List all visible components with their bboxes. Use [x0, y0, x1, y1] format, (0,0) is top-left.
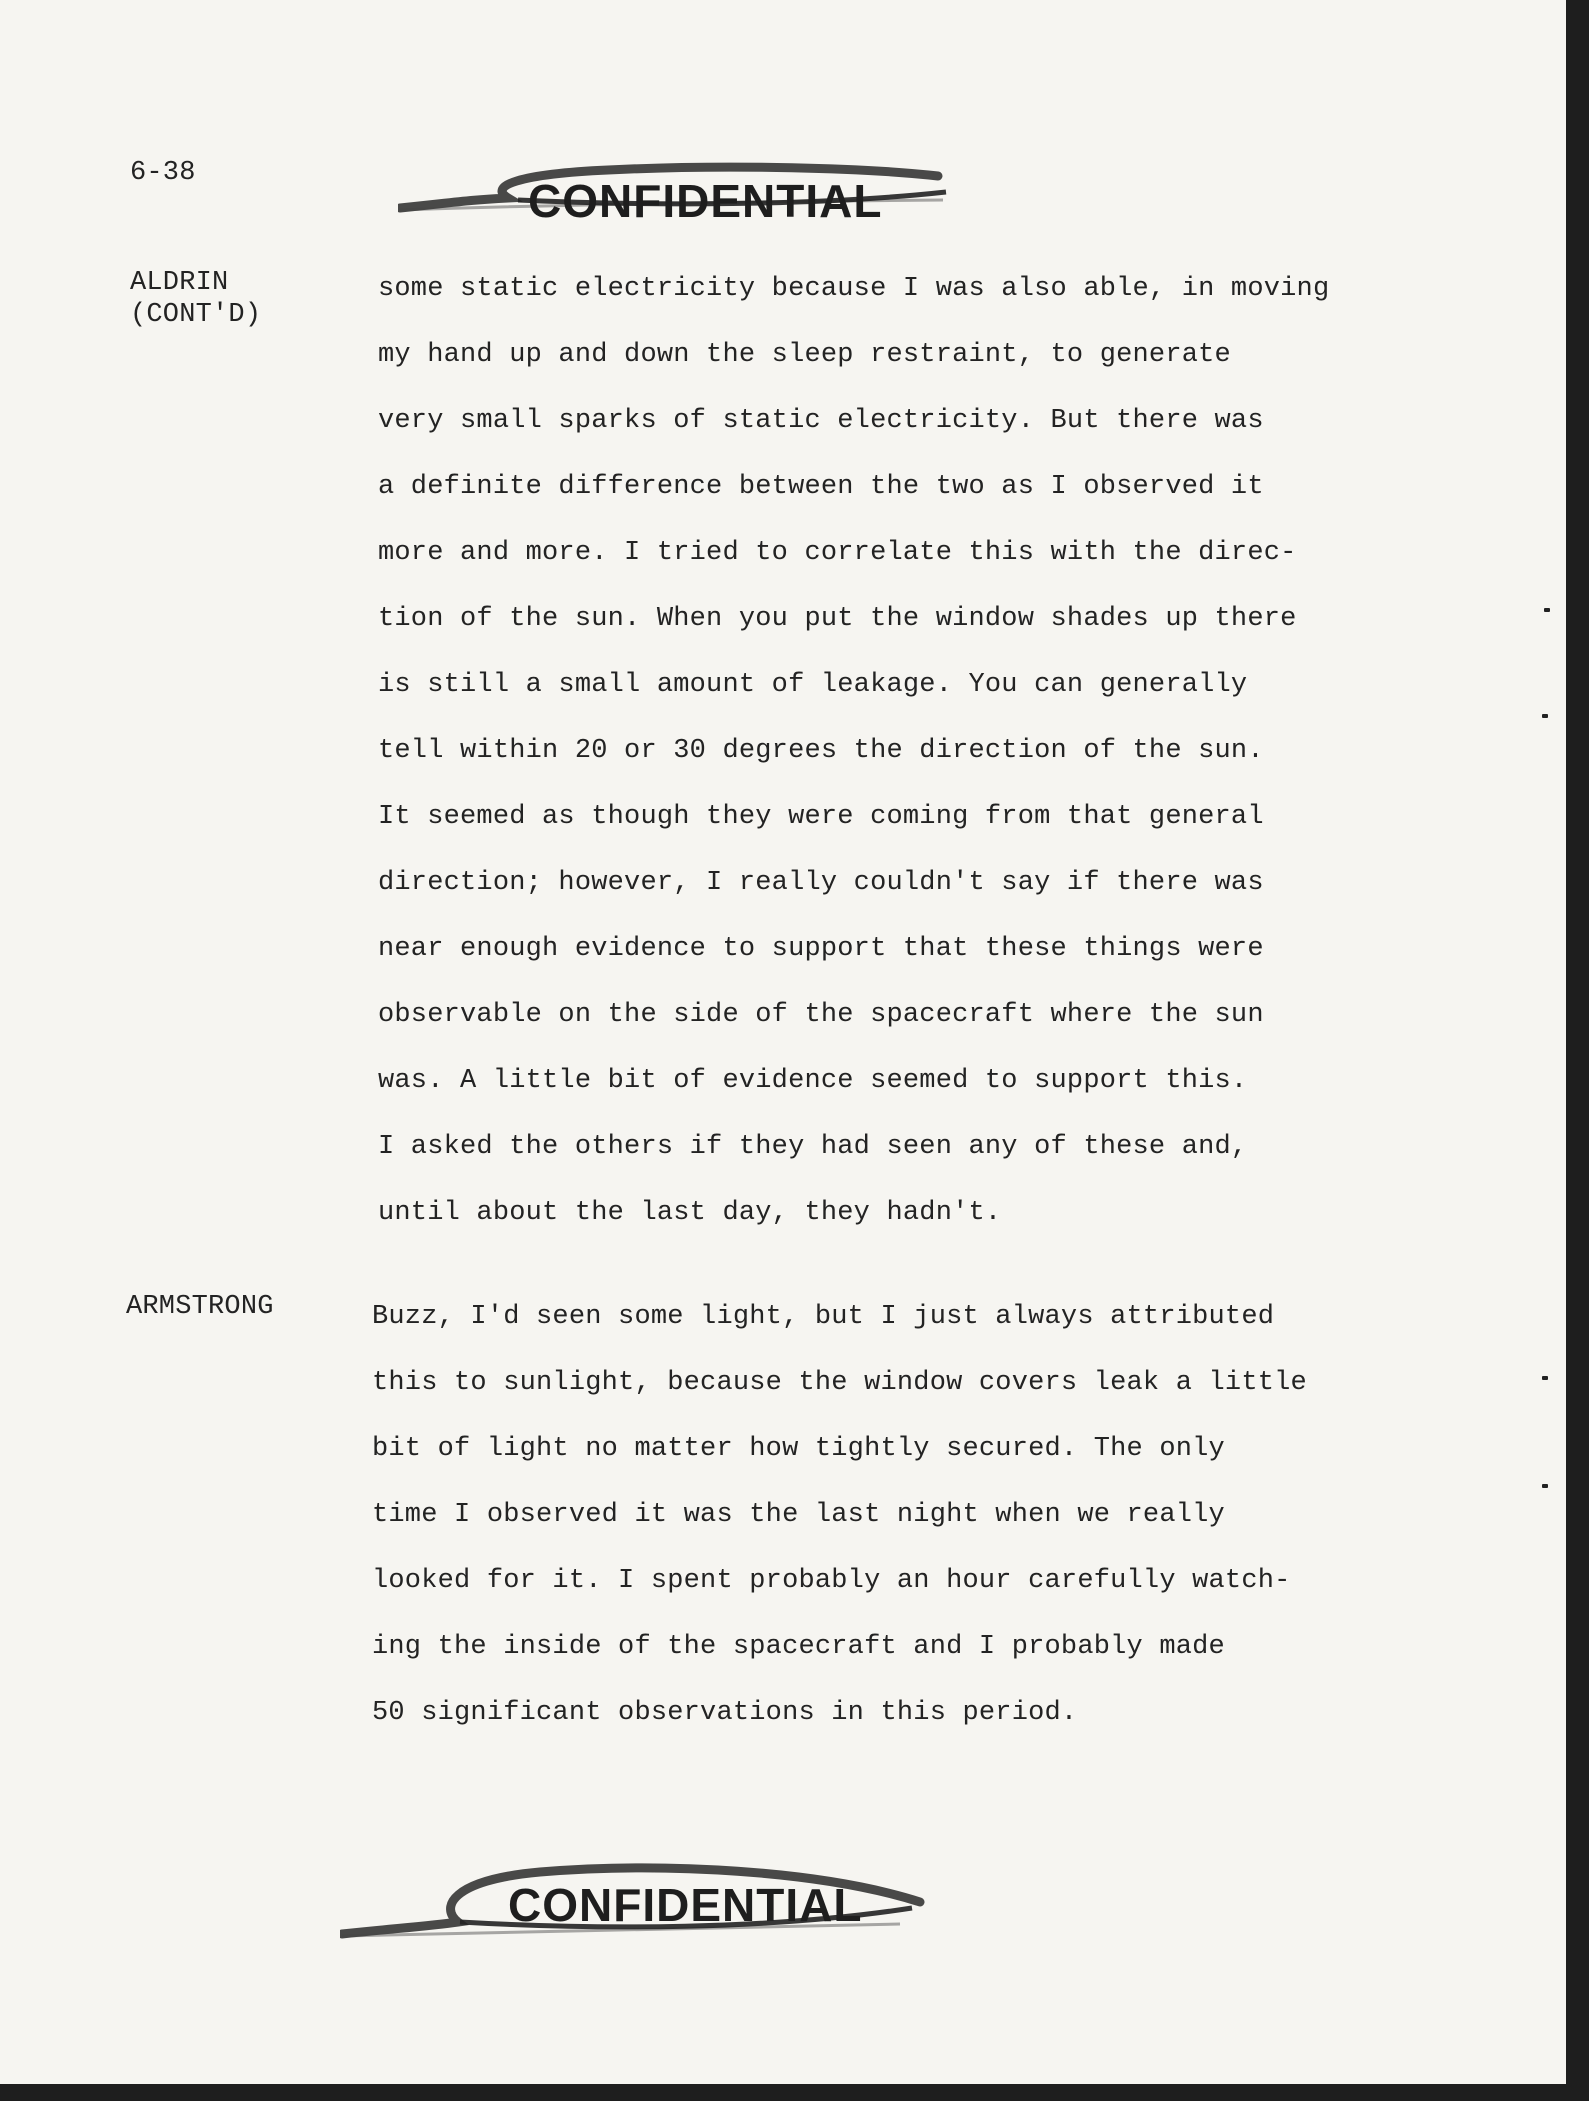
page-number: 6-38: [130, 158, 196, 188]
transcript-line: very small sparks of static electricity. But there was: [378, 406, 1264, 436]
confidential-stamp-top: [398, 160, 1018, 240]
speaker-aldrin-note: (CONT'D): [130, 300, 262, 330]
transcript-line: tion of the sun. When you put the window shades up there: [378, 604, 1297, 634]
confidential-text-bottom: CONFIDENTIAL: [508, 1879, 863, 1931]
margin-speck: [1542, 1376, 1548, 1380]
margin-speck: [1544, 608, 1550, 612]
transcript-line: some static electricity because I was also able, in moving: [378, 274, 1330, 304]
transcript-line: my hand up and down the sleep restraint, to generate: [378, 340, 1231, 370]
speaker-aldrin: ALDRIN: [130, 268, 229, 298]
transcript-line: this to sunlight, because the window covers leak a little: [372, 1368, 1307, 1398]
margin-speck: [1542, 1484, 1548, 1488]
transcript-line: I asked the others if they had seen any of these and,: [378, 1132, 1248, 1162]
transcript-line: 50 significant observations in this period.: [372, 1698, 1078, 1728]
transcript-line: near enough evidence to support that these things were: [378, 934, 1264, 964]
transcript-line: time I observed it was the last night when we really: [372, 1500, 1225, 1530]
transcript-line: ing the inside of the spacecraft and I probably made: [372, 1632, 1225, 1662]
confidential-text-top: CONFIDENTIAL: [528, 175, 883, 227]
transcript-line: tell within 20 or 30 degrees the direction of the sun.: [378, 736, 1264, 766]
transcript-line: bit of light no matter how tightly secured. The only: [372, 1434, 1225, 1464]
transcript-line: looked for it. I spent probably an hour carefully watch-: [372, 1566, 1291, 1596]
transcript-line: was. A little bit of evidence seemed to support this.: [378, 1066, 1248, 1096]
transcript-line: more and more. I tried to correlate this with the direc-: [378, 538, 1297, 568]
transcript-line: observable on the side of the spacecraft where the sun: [378, 1000, 1264, 1030]
transcript-line: a definite difference between the two as I observed it: [378, 472, 1264, 502]
confidential-stamp-bottom: [340, 1852, 960, 1932]
margin-speck: [1542, 714, 1548, 718]
speaker-armstrong: ARMSTRONG: [126, 1292, 274, 1322]
transcript-line: until about the last day, they hadn't.: [378, 1198, 1002, 1228]
transcript-line: direction; however, I really couldn't say if there was: [378, 868, 1264, 898]
transcript-line: It seemed as though they were coming from that general: [378, 802, 1264, 832]
transcript-line: Buzz, I'd seen some light, but I just always attributed: [372, 1302, 1275, 1332]
transcript-line: is still a small amount of leakage. You can generally: [378, 670, 1248, 700]
